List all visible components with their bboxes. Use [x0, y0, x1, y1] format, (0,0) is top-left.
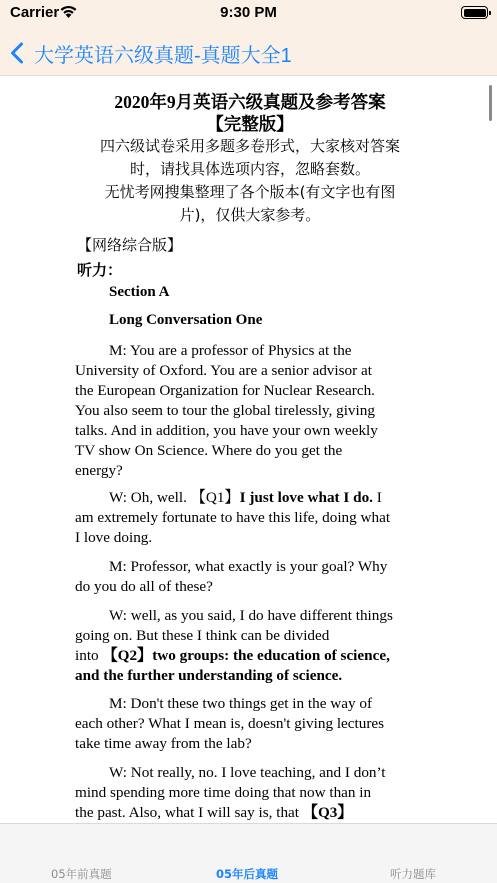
question-marker: 【Q1】 — [190, 489, 240, 506]
nav-title: 大学英语六级真题-真题大全1 — [34, 44, 292, 67]
article-title-line-2: 【完整版】 — [206, 114, 294, 134]
text-line: W: Not really, no. I love teaching, and I don’t — [109, 764, 386, 781]
answer-text: two groups: the education of science, — [152, 647, 390, 664]
navigation-bar — [0, 28, 497, 76]
intro-line: 片)，仅供大家参考。 — [179, 206, 321, 224]
article-content[interactable] — [0, 77, 497, 823]
chevron-left-icon — [10, 42, 24, 64]
text-line: talks. And in addition, you have your own weekly — [75, 422, 378, 439]
text-segment: into — [75, 647, 103, 664]
question-marker: 【Q3】 — [302, 804, 353, 821]
paragraph-1 — [75, 341, 425, 481]
answer-text: and the further understanding of science. — [75, 667, 343, 684]
text-line: TV show On Science. Where do you get the — [75, 442, 343, 459]
paragraph-4 — [75, 606, 425, 686]
article-intro — [70, 135, 430, 227]
battery-icon — [461, 6, 488, 19]
text-line: am extremely fortunate to have this life, doing what — [75, 509, 391, 526]
carrier-label: Carrier — [10, 4, 60, 21]
version-label: 【网络综合版】 — [77, 236, 183, 254]
text-line: M: Professor, what exactly is your goal? Why — [109, 558, 388, 575]
question-marker: 【Q2】 — [102, 647, 153, 664]
scroll-indicator[interactable] — [489, 85, 492, 121]
intro-line: 无忧考网搜集整理了各个版本(有文字也有图 — [104, 183, 396, 201]
intro-line: 四六级试卷采用多题多卷形式，大家核对答案 — [99, 137, 400, 155]
text-line: M: You are a professor of Physics at the — [109, 342, 352, 359]
text-line — [75, 803, 425, 823]
tab-post-2005-exams[interactable]: 05年后真题 — [216, 867, 279, 881]
paragraph-2 — [75, 488, 425, 548]
article-title-line-1: 2020年9月英语六级真题及参考答案 — [114, 92, 386, 112]
paragraph-6 — [75, 763, 425, 823]
text-line: You also seem to tour the global tirelessly, giving — [75, 402, 375, 419]
text-line: W: well, as you said, I do have different things — [109, 607, 393, 624]
text-line: University of Oxford. You are a senior advisor at — [75, 362, 372, 379]
text-line: the European Organization for Nuclear Research. — [75, 382, 375, 399]
section-a-heading: Section A — [109, 284, 170, 300]
text-line: M: Don't these two things get in the way of — [109, 695, 373, 712]
text-line — [75, 488, 425, 508]
text-line — [75, 646, 425, 666]
text-line: each other? What I mean is, doesn't giving lectures — [75, 715, 385, 732]
tab-bar — [0, 823, 497, 883]
text-line: energy? — [75, 462, 123, 479]
text-line: going on. But these I think can be divided — [75, 627, 330, 644]
text-line: mind spending more time doing that now than in — [75, 784, 372, 801]
article-title — [70, 91, 430, 135]
answer-text: I just love what I do. — [239, 489, 373, 506]
text-line: do you do all of these? — [75, 578, 213, 595]
long-conversation-heading: Long Conversation One — [109, 312, 263, 328]
text-line: I love doing. — [75, 529, 153, 546]
status-bar — [0, 0, 497, 28]
intro-line: 时，请找具体选项内容，忽略套数。 — [129, 160, 370, 178]
text-segment: I — [372, 489, 382, 506]
paragraph-5 — [75, 694, 425, 754]
paragraph-3 — [75, 557, 425, 597]
tab-listening-bank[interactable]: 听力题库 — [390, 867, 436, 881]
text-line: take time away from the lab? — [75, 735, 252, 752]
clock-time: 9:30 PM — [220, 4, 277, 21]
text-segment: W: Oh, well. — [109, 489, 191, 506]
listening-label: 听力： — [77, 261, 123, 279]
text-segment: the past. Also, what I will say is, that — [75, 804, 303, 821]
tab-pre-2005-exams[interactable]: 05年前真题 — [51, 867, 112, 881]
back-button[interactable] — [10, 38, 292, 68]
